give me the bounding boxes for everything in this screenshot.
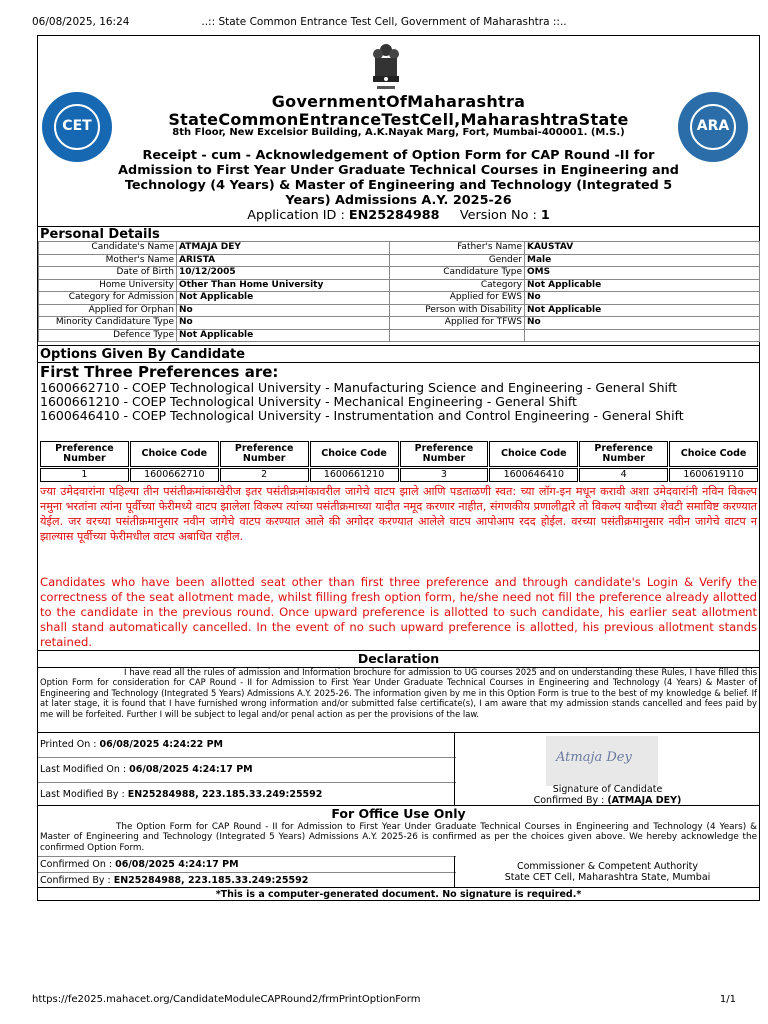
- choice-code-header: Choice Code: [669, 441, 758, 467]
- preference-line: 1600661210 - COEP Technological University - Mechanical Engineering - General Shift: [40, 394, 577, 409]
- declaration-text: I have read all the rules of admission and Information brochure for admission to UG courses 2025 and on understanding these Rules, I have filled this Option Form for consideration for CAP Round - II for Admission to First Year Under Graduate Technical Courses in Engineering and Technology (4 Years) & Master of Engineering and Technology (Integrated 5 Years) Admissions A.Y. 2025-26. The information given by me in this Option Form is true to the best of my knowledge & belief. If at later stage, it is found that I have furnished wrong information and/or submitted false certificate(s), I am aware that my admission stands cancelled and fees paid by me will be forfeited. Further I will be subject to legal and/or penal action as per the provisions of the law.: [40, 667, 757, 719]
- field-value: Other Than Home University: [177, 279, 390, 292]
- personal-details-row: [39, 267, 760, 280]
- personal-details-row: [39, 254, 760, 267]
- field-value: ARISTA: [177, 254, 390, 267]
- preference-number-header: Preference Number: [400, 441, 489, 467]
- field-value: Not Applicable: [525, 279, 760, 292]
- field-label: Mother's Name: [39, 254, 177, 267]
- choice-code: 1600662710: [130, 468, 219, 482]
- field-label: Candidate's Name: [39, 242, 177, 255]
- personal-details-row: [39, 292, 760, 305]
- choice-code-header: Choice Code: [130, 441, 219, 467]
- field-value: Not Applicable: [525, 304, 760, 317]
- office-use-heading: For Office Use Only: [38, 805, 759, 822]
- preference-number-header: Preference Number: [220, 441, 309, 467]
- first-three-preferences: [38, 362, 759, 423]
- personal-details-row: [39, 317, 760, 330]
- receipt-title: Receipt - cum - Acknowledgement of Option Form for CAP Round -II for Admission to First Year Under Graduate Technical Courses in Engineering and Technology (4 Years) & Master of Engineering and Technology (Integrated 5 Years) Admissions A.Y. 2025-26: [118, 148, 679, 208]
- confirmed-by-row: Confirmed By : EN25284988, 223.185.33.249:25592: [38, 872, 456, 888]
- personal-details-row: [39, 279, 760, 292]
- field-value: Male: [525, 254, 760, 267]
- field-label: Home University: [39, 279, 177, 292]
- personal-details-row: [39, 329, 760, 342]
- field-value: KAUSTAV: [525, 242, 760, 255]
- field-label: Date of Birth: [39, 267, 177, 280]
- print-page-number: 1/1: [719, 994, 736, 1005]
- field-value: OMS: [525, 267, 760, 280]
- field-label: Candidature Type: [390, 267, 525, 280]
- document-header: [38, 36, 759, 226]
- cet-cell-logo-icon: CET: [42, 92, 112, 162]
- preference-number: 2: [220, 468, 309, 482]
- computer-generated-note: *This is a computer-generated document. No signature is required.*: [38, 887, 759, 901]
- signature-label: Signature of Candidate: [552, 784, 663, 795]
- options-heading: Options Given By Candidate: [38, 345, 759, 362]
- signature-confirmed-by: Confirmed By : (ATMAJA DEY): [533, 795, 682, 806]
- preference-number: 1: [40, 468, 129, 482]
- state-emblem-icon: [369, 40, 403, 94]
- choice-code-header: Choice Code: [489, 441, 578, 467]
- ara-logo-icon: ARA: [678, 92, 748, 162]
- choice-code: 1600619110: [669, 468, 758, 482]
- field-label: [390, 329, 525, 342]
- field-label: Category for Admission: [39, 292, 177, 305]
- field-value: 10/12/2005: [177, 267, 390, 280]
- print-datetime: 06/08/2025, 16:24: [32, 16, 130, 28]
- preference-table: [39, 440, 759, 483]
- choice-code: 1600661210: [310, 468, 399, 482]
- notice-marathi: ज्या उमेदवारांना पहिल्या तीन पसंतीक्रमांकाखेरीज इतर पसंतीक्रमांकावरील जागेचे वाटप झाले आणि पडताळणी स्वत: च्या लॉग-इन मधून करावी अशा उमेदवारांनी नविन विकल्प नमुना भरतांना त्यांना पूर्वीच्या फेरीमध्ये वाटप झालेला विकल्प त्यांच्या पसंतीक्रमाच्या यादीत नमूद करणार नाहीत, संगणकीय प्रणालीद्वारे तो विकल्प यादीच्या शेवटी समाविष्ट करण्यात येईल. जर वरच्या पसंतीक्रमानुसार नवीन जागेचे वाटप करण्यात आले की अगोदर करण्यात आलेले वाटप आपोआप रदद होईल. वरच्या पसंतीक्रमानुसार नवीन जागेचे वाटप न झाल्यास पूर्वीच्या फेरीमधील वाटप अबाधित राहील.: [40, 485, 757, 543]
- last-modified-by-row: Last Modified By : EN25284988, 223.185.33.249:25592: [40, 789, 323, 800]
- receipt-page: [37, 35, 760, 901]
- preference-number: 4: [579, 468, 668, 482]
- field-label: Gender: [390, 254, 525, 267]
- candidate-signature-image: Atmaja Dey: [546, 736, 658, 786]
- application-id: EN25284988: [348, 208, 440, 223]
- field-value: Not Applicable: [177, 329, 390, 342]
- print-url: https://fe2025.mahacet.org/CandidateModuleCAPRound2/frmPrintOptionForm: [32, 994, 421, 1005]
- field-value: No: [525, 317, 760, 330]
- personal-details-row: [39, 304, 760, 317]
- first-three-heading: First Three Preferences are:: [40, 363, 279, 381]
- declaration-heading: Declaration: [38, 650, 759, 668]
- field-label: Defence Type: [39, 329, 177, 342]
- field-label: Applied for EWS: [390, 292, 525, 305]
- preference-number-header: Preference Number: [579, 441, 668, 467]
- field-value: Not Applicable: [177, 292, 390, 305]
- field-value: No: [177, 317, 390, 330]
- field-value: ATMAJA DEY: [177, 242, 390, 255]
- personal-details-table: [38, 241, 760, 342]
- personal-details-heading: Personal Details: [38, 226, 759, 241]
- government-title: GovernmentOfMaharashtra: [271, 92, 526, 111]
- field-label: Applied for Orphan: [39, 304, 177, 317]
- confirmed-on-row: Confirmed On : 06/08/2025 4:24:17 PM: [38, 856, 456, 873]
- browser-print-header: [32, 16, 736, 30]
- cell-title: StateCommonEntranceTestCell,MaharashtraState: [168, 110, 629, 129]
- field-label: Category: [390, 279, 525, 292]
- field-value: [525, 329, 760, 342]
- version-number: 1: [540, 208, 550, 223]
- field-label: Person with Disability: [390, 304, 525, 317]
- authority-title: Commissioner & Competent Authority: [516, 861, 699, 872]
- field-label: Father's Name: [390, 242, 525, 255]
- choice-code-header: Choice Code: [310, 441, 399, 467]
- personal-details-row: [39, 242, 760, 255]
- preference-line: 1600662710 - COEP Technological University - Manufacturing Science and Engineering - General Shift: [40, 380, 678, 395]
- authority-office: State CET Cell, Maharashtra State, Mumbai: [504, 872, 711, 883]
- preference-number-header: Preference Number: [40, 441, 129, 467]
- application-id-line: Application ID : EN25284988 Version No : 1: [247, 208, 550, 223]
- field-label: Applied for TFWS: [390, 317, 525, 330]
- printed-on-row: Printed On : 06/08/2025 4:24:22 PM: [38, 733, 456, 758]
- last-modified-row: Last Modified On : 06/08/2025 4:24:17 PM: [38, 758, 456, 783]
- notice-english: Candidates who have been allotted seat other than first three preference and through candidate's Login & Verify the correctness of the seat allotment made, whilst filling fresh option form, he/she need not fill the preference already allotted to the candidate in the previous round. Once upward preference is allotted to such candidate, his earlier seat allotment shall stand automatically cancelled. In the event of no such upward preference is allotted, his previous allotment stands retained.: [40, 575, 757, 649]
- preference-line: 1600646410 - COEP Technological University - Instrumentation and Control Engineering - General Shift: [40, 408, 684, 423]
- office-use-text: The Option Form for CAP Round - II for Admission to First Year Under Graduate Technical Courses in Engineering and Technology (4 Years) & Master of Engineering and Technology (Integrated 5 Years) Admissions A.Y. 2025-26 is confirmed as per the choices given above. We hereby acknowledge the confirmed Option Form.: [40, 822, 757, 853]
- field-label: Minority Candidature Type: [39, 317, 177, 330]
- office-address: 8th Floor, New Excelsior Building, A.K.Nayak Marg, Fort, Mumbai-400001. (M.S.): [172, 127, 625, 138]
- field-value: No: [177, 304, 390, 317]
- choice-code: 1600646410: [489, 468, 578, 482]
- preference-number: 3: [400, 468, 489, 482]
- field-value: No: [525, 292, 760, 305]
- browser-print-footer: [32, 994, 736, 1008]
- print-page-title: ..:: State Common Entrance Test Cell, Government of Maharashtra ::..: [201, 16, 567, 28]
